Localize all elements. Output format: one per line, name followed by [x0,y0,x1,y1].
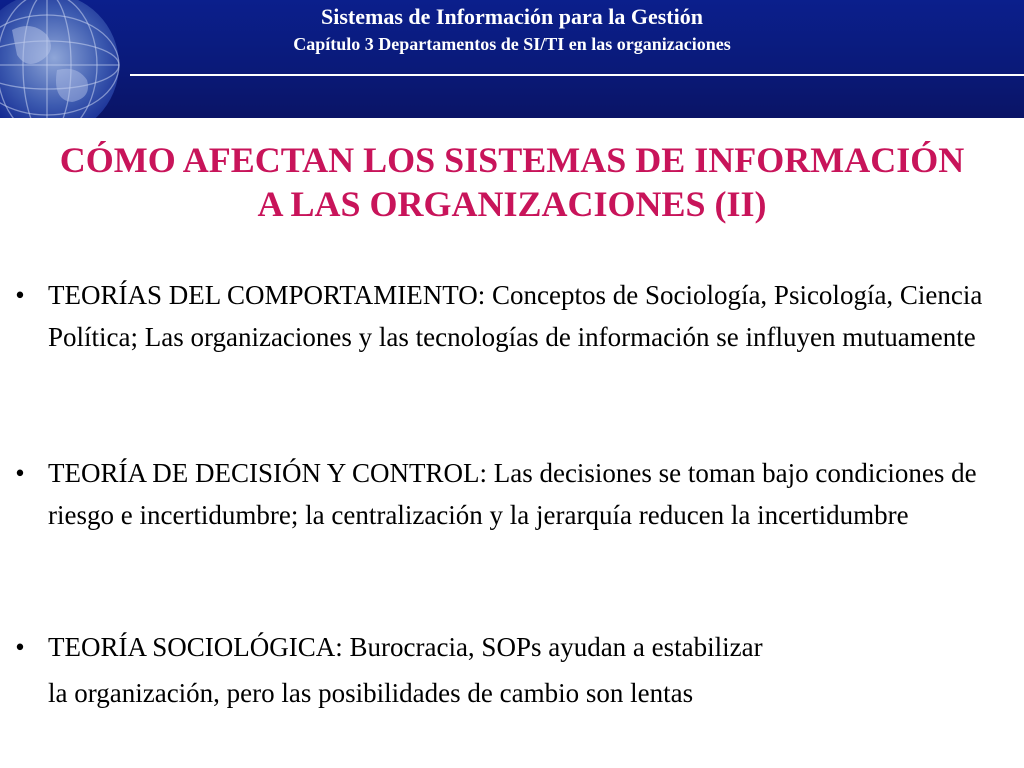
bullet-text: TEORÍA DE DECISIÓN Y CONTROL: Las decisiones se toman bajo condiciones de riesgo e incertidumbre; la centralización y la jerarquía reducen la incertidumbre [48,458,977,530]
bullet-text: TEORÍAS DEL COMPORTAMIENTO: Conceptos de Sociología, Psicología, Ciencia Política; Las organizaciones y las tecnologías de información se influyen mutuamente [48,280,983,352]
chapter-subtitle: Capítulo 3 Departamentos de SI/TI en las organizaciones [293,34,731,54]
slide-title-line1: CÓMO AFECTAN LOS SISTEMAS DE INFORMACIÓN [59,140,965,180]
bullet-dot-icon: • [15,632,25,662]
slide-header [0,0,1024,118]
bullet-text-line2: la organización, pero las posibilidades de cambio son lentas [48,678,694,708]
slide-title-line2: A LAS ORGANIZACIONES (II) [257,184,767,224]
course-title: Sistemas de Información para la Gestión [321,4,703,29]
bullet-dot-icon: • [15,458,25,488]
bullet-text-line1: TEORÍA SOCIOLÓGICA: Burocracia, SOPs ayudan a estabilizar [48,632,763,662]
bullet-dot-icon: • [15,280,25,310]
bullet-text [48,626,998,714]
slide-title [20,138,1004,226]
header-divider [130,74,1024,76]
